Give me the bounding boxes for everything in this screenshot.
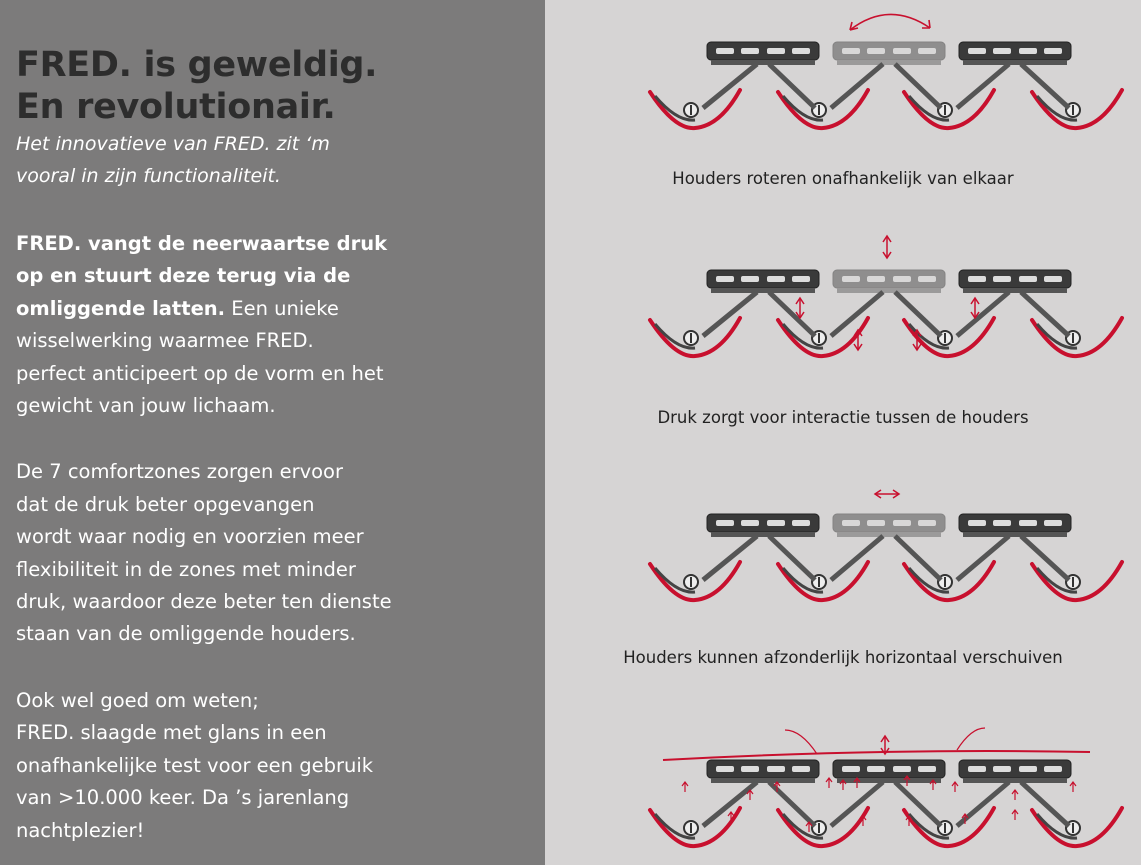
- holder-base: [963, 60, 1067, 65]
- slat-holder: [833, 42, 945, 65]
- slat-holder: [833, 514, 945, 537]
- curved-arrow: [957, 728, 985, 750]
- holder-base: [837, 288, 941, 293]
- holder-arm: [1021, 536, 1069, 580]
- pressure-arrows-icon: [826, 778, 832, 788]
- vertical-arrow: [796, 298, 804, 318]
- paragraph-line: gewicht van jouw lichaam.: [16, 394, 276, 418]
- holder-slot: [968, 48, 986, 54]
- slat-holder: [959, 270, 1071, 293]
- paragraph-text: Een unieke: [225, 296, 339, 320]
- holder-slot: [741, 766, 759, 772]
- holder-slot: [842, 276, 860, 282]
- slat-holder: [833, 760, 945, 783]
- holder-base: [711, 60, 815, 65]
- holder-arm: [769, 64, 815, 108]
- holder-slot: [716, 276, 734, 282]
- holder-arm: [831, 292, 883, 336]
- bold-line: FRED. vangt de neerwaartse druk: [16, 232, 388, 255]
- holder-arm: [703, 536, 757, 580]
- holder-slot: [867, 520, 885, 526]
- subtitle-line-2: vooral in zijn functionaliteit.: [16, 165, 281, 187]
- paragraph-test: [16, 685, 536, 847]
- paragraph-line: flexibiliteit in de zones met minder: [16, 557, 356, 581]
- bold-line: omliggende latten.: [16, 296, 226, 320]
- paragraph-line: nachtplezier!: [16, 818, 145, 842]
- holder-slot: [767, 766, 785, 772]
- holder-base: [711, 778, 815, 783]
- diagram-rotate: [545, 0, 1141, 150]
- holder-slot: [893, 766, 911, 772]
- diagram-pressure: [545, 230, 1141, 380]
- holder-arm: [957, 292, 1009, 336]
- holder-arm: [831, 782, 883, 826]
- holder-slot: [893, 276, 911, 282]
- diagram-panel: [545, 0, 1141, 865]
- holder-arm: [895, 782, 941, 826]
- holder-base: [837, 60, 941, 65]
- holder-arm: [957, 64, 1009, 108]
- holder-slot: [918, 766, 936, 772]
- holder-arm: [1021, 782, 1069, 826]
- holder-base: [837, 778, 941, 783]
- holder-slot: [792, 766, 810, 772]
- holder-base: [963, 532, 1067, 537]
- horizontal-arrow-icon: [875, 490, 899, 498]
- pressure-arrows-icon: [682, 782, 688, 792]
- holder-arm: [895, 64, 941, 108]
- holder-arm: [895, 292, 941, 336]
- holder-slot: [767, 48, 785, 54]
- holder-slot: [767, 276, 785, 282]
- holder-slot: [993, 520, 1011, 526]
- holder-slot: [893, 520, 911, 526]
- holder-slot: [993, 276, 1011, 282]
- paragraph-line: perfect anticipeert op de vorm en het: [16, 361, 384, 385]
- holder-arm: [769, 782, 815, 826]
- paragraph-line: FRED. slaagde met glans in een: [16, 721, 327, 745]
- holder-base: [711, 532, 815, 537]
- holder-slot: [842, 48, 860, 54]
- text-panel: [0, 0, 545, 865]
- subtitle-line-1: Het innovatieve van FRED. zit ‘m: [16, 133, 330, 155]
- holder-slot: [716, 48, 734, 54]
- holder-slot: [867, 766, 885, 772]
- caption-rotate: Houders roteren onafhankelijk van elkaar: [672, 169, 1014, 188]
- headline-line-2: En revolutionair.: [16, 87, 336, 127]
- paragraph-line: De 7 comfortzones zorgen ervoor: [16, 460, 344, 484]
- holder-arm: [831, 64, 883, 108]
- holder-arm: [703, 64, 757, 108]
- holder-slot: [993, 766, 1011, 772]
- holder-arm: [831, 536, 883, 580]
- paragraph-pressure: [16, 228, 536, 422]
- holder-slot: [741, 520, 759, 526]
- holder-slot: [741, 276, 759, 282]
- vertical-arrow: [971, 298, 979, 318]
- slat-holder: [959, 760, 1071, 783]
- holder-base: [963, 778, 1067, 783]
- holder-slot: [792, 48, 810, 54]
- slat-holder: [959, 514, 1071, 537]
- holder-slot: [1019, 276, 1037, 282]
- holder-arm: [895, 536, 941, 580]
- holder-arm: [703, 782, 757, 826]
- holder-slot: [993, 48, 1011, 54]
- pressure-arrows-icon: [1012, 810, 1018, 820]
- body-curve: [663, 751, 1090, 760]
- holder-slot: [1019, 766, 1037, 772]
- holder-slot: [918, 520, 936, 526]
- paragraph-line: druk, waardoor deze beter ten dienste: [16, 590, 392, 614]
- vertical-arrow: [883, 236, 891, 258]
- holder-slot: [1044, 520, 1062, 526]
- holder-slot: [968, 520, 986, 526]
- holder-slot: [968, 766, 986, 772]
- slat-holder: [707, 760, 819, 783]
- holder-slot: [767, 520, 785, 526]
- holder-slot: [842, 766, 860, 772]
- pressure-arrows-icon: [1012, 790, 1018, 800]
- holder-slot: [893, 48, 911, 54]
- holder-slot: [918, 276, 936, 282]
- holder-slot: [716, 766, 734, 772]
- headline: [16, 44, 545, 128]
- diagram-shift: [545, 477, 1141, 627]
- caption-pressure: Druk zorgt voor interactie tussen de houders: [657, 408, 1029, 427]
- curved-arrow: [785, 730, 817, 754]
- holder-base: [711, 288, 815, 293]
- slat-holder: [707, 42, 819, 65]
- holder-slot: [1044, 276, 1062, 282]
- holder-slot: [741, 48, 759, 54]
- holder-arm: [1021, 64, 1069, 108]
- paragraph-line: Ook wel goed om weten;: [16, 688, 259, 712]
- holder-arm: [769, 292, 815, 336]
- holder-slot: [716, 520, 734, 526]
- paragraph-line: wordt waar nodig en voorzien meer: [16, 525, 364, 549]
- pressure-arrows-icon: [952, 782, 958, 792]
- holder-arm: [703, 292, 757, 336]
- headline-line-1: FRED. is geweldig.: [16, 45, 378, 85]
- paragraph-line: staan van de omliggende houders.: [16, 622, 356, 646]
- holder-slot: [867, 276, 885, 282]
- holder-slot: [792, 520, 810, 526]
- paragraph-line: van >10.000 keer. Da ’s jarenlang: [16, 786, 350, 810]
- holder-slot: [1044, 48, 1062, 54]
- holder-slot: [1019, 520, 1037, 526]
- holder-slot: [842, 520, 860, 526]
- diagram-load: [545, 720, 1141, 865]
- holder-slot: [1019, 48, 1037, 54]
- slat-holder: [833, 270, 945, 293]
- holder-slot: [968, 276, 986, 282]
- slat-holder: [707, 514, 819, 537]
- holder-arm: [957, 536, 1009, 580]
- slat-holder: [959, 42, 1071, 65]
- subtitle: [16, 128, 516, 192]
- holder-slot: [792, 276, 810, 282]
- paragraph-line: wisselwerking waarmee FRED.: [16, 329, 314, 353]
- holder-base: [837, 532, 941, 537]
- holder-slot: [1044, 766, 1062, 772]
- paragraph-comfortzones: [16, 456, 536, 650]
- slat-holder: [707, 270, 819, 293]
- paragraph-line: onafhankelijke test voor een gebruik: [16, 753, 374, 777]
- holder-arm: [1021, 292, 1069, 336]
- holder-slot: [867, 48, 885, 54]
- pressure-arrows-icon: [1070, 782, 1076, 792]
- caption-shift: Houders kunnen afzonderlijk horizontaal verschuiven: [623, 648, 1063, 667]
- holder-base: [963, 288, 1067, 293]
- holder-slot: [918, 48, 936, 54]
- bold-line: op en stuurt deze terug via de: [16, 264, 351, 288]
- holder-arm: [769, 536, 815, 580]
- paragraph-line: dat de druk beter opgevangen: [16, 492, 315, 516]
- rotate-arrow-icon: [850, 14, 930, 30]
